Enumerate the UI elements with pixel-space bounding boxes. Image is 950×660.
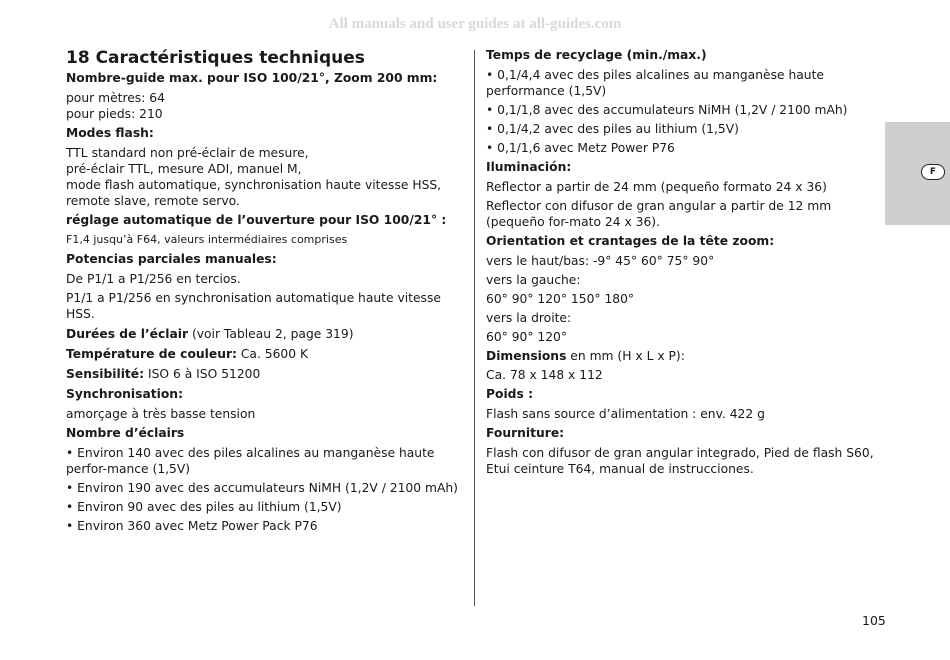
sensitivity bbox=[66, 366, 461, 382]
illumination-line: Reflector con difusor de gran angular a partir de 12 mm (pequeño for-mato 24 x 36). bbox=[486, 199, 832, 229]
partial-power-line: P1/1 a P1/256 en synchronisation automatique haute vitesse HSS. bbox=[66, 291, 441, 321]
list-item: • Environ 90 avec des piles au lithium (1,5V) bbox=[66, 500, 342, 514]
guide-number-heading: Nombre-guide max. pour ISO 100/21°, Zoom 200 mm: bbox=[66, 71, 438, 85]
page-number: 105 bbox=[862, 613, 886, 628]
orientation-heading: Orientation et crantages de la tête zoom: bbox=[486, 234, 775, 248]
flash-duration-label: Durées de l’éclair bbox=[66, 327, 189, 341]
guide-number-values bbox=[66, 90, 461, 122]
watermark: All manuals and user guides at all-guides.com bbox=[328, 16, 622, 32]
orientation-line: vers la gauche: bbox=[486, 273, 581, 287]
sync-text: amorçage à très basse tension bbox=[66, 407, 256, 421]
guide-number-feet: pour pieds: 210 bbox=[66, 107, 163, 121]
list-item: • Environ 360 avec Metz Power Pack P76 bbox=[66, 519, 318, 533]
flash-duration bbox=[66, 326, 461, 342]
dimensions-heading bbox=[486, 348, 878, 364]
language-badge: F bbox=[921, 164, 945, 180]
flash-duration-value: (voir Tableau 2, page 319) bbox=[188, 327, 354, 341]
list-item: • Environ 190 avec des accumulateurs NiMH (1,2V / 2100 mAh) bbox=[66, 481, 458, 495]
aperture-text: F1,4 jusqu’à F64, valeurs intermédiaires comprises bbox=[66, 233, 348, 246]
weight-heading: Poids : bbox=[486, 387, 533, 401]
dimensions-label: Dimensions bbox=[486, 349, 567, 363]
flash-modes-heading: Modes flash: bbox=[66, 126, 154, 140]
color-temperature-label: Température de couleur: bbox=[66, 347, 237, 361]
weight-text: Flash sans source d’alimentation : env. 422 g bbox=[486, 407, 765, 421]
flash-modes-line: pré-éclair TTL, mesure ADI, manuel M, bbox=[66, 162, 302, 176]
guide-number-meters: pour mètres: 64 bbox=[66, 91, 165, 105]
illumination-line: Reflector a partir de 24 mm (pequeño formato 24 x 36) bbox=[486, 180, 827, 194]
partial-power-line: De P1/1 a P1/256 en tercios. bbox=[66, 272, 241, 286]
flash-modes-line: remote slave, remote servo. bbox=[66, 194, 240, 208]
flash-modes-text bbox=[66, 145, 461, 209]
supply-heading: Fourniture: bbox=[486, 426, 565, 440]
orientation-line: vers le haut/bas: -9° 45° 60° 75° 90° bbox=[486, 254, 715, 268]
dimensions-text: Ca. 78 x 148 x 112 bbox=[486, 368, 603, 382]
color-temperature bbox=[66, 346, 461, 362]
color-temperature-value: Ca. 5600 K bbox=[236, 347, 309, 361]
page-title: 18 Caractéristiques techniques bbox=[66, 48, 365, 68]
list-item: • 0,1/4,4 avec des piles alcalines au manganèse haute performance (1,5V) bbox=[486, 68, 824, 98]
orientation-line: 60° 90° 120° bbox=[486, 330, 568, 344]
supply-text bbox=[486, 445, 878, 477]
flash-modes-line: mode flash automatique, synchronisation haute vitesse HSS, bbox=[66, 178, 442, 192]
flash-modes-line: TTL standard non pré-éclair de mesure, bbox=[66, 146, 309, 160]
aperture-heading: réglage automatique de l’ouverture pour ISO 100/21° : bbox=[66, 213, 447, 227]
list-item: • 0,1/4,2 avec des piles au lithium (1,5V) bbox=[486, 122, 739, 136]
supply-line: Etui ceinture T64, manual de instrucciones. bbox=[486, 462, 754, 476]
supply-line: Flash con difusor de gran angular integrado, Pied de flash S60, bbox=[486, 446, 874, 460]
dimensions-unit: en mm (H x L x P): bbox=[566, 349, 685, 363]
sync-heading: Synchronisation: bbox=[66, 387, 183, 401]
list-item: • 0,1/1,8 avec des accumulateurs NiMH (1,2V / 2100 mAh) bbox=[486, 103, 848, 117]
orientation-line: vers la droite: bbox=[486, 311, 572, 325]
flash-count-heading: Nombre d’éclairs bbox=[66, 426, 185, 440]
partial-power-heading: Potencias parciales manuales: bbox=[66, 252, 277, 266]
sensitivity-label: Sensibilité: bbox=[66, 367, 145, 381]
right-column bbox=[486, 47, 878, 480]
list-item: • Environ 140 avec des piles alcalines au manganèse haute perfor-mance (1,5V) bbox=[66, 446, 435, 476]
sensitivity-value: ISO 6 à ISO 51200 bbox=[144, 367, 261, 381]
recycle-heading: Temps de recyclage (min./max.) bbox=[486, 48, 707, 62]
left-column bbox=[66, 47, 461, 537]
column-divider bbox=[474, 50, 475, 606]
illumination-heading: Iluminación: bbox=[486, 160, 572, 174]
list-item: • 0,1/1,6 avec Metz Power P76 bbox=[486, 141, 675, 155]
orientation-line: 60° 90° 120° 150° 180° bbox=[486, 292, 635, 306]
